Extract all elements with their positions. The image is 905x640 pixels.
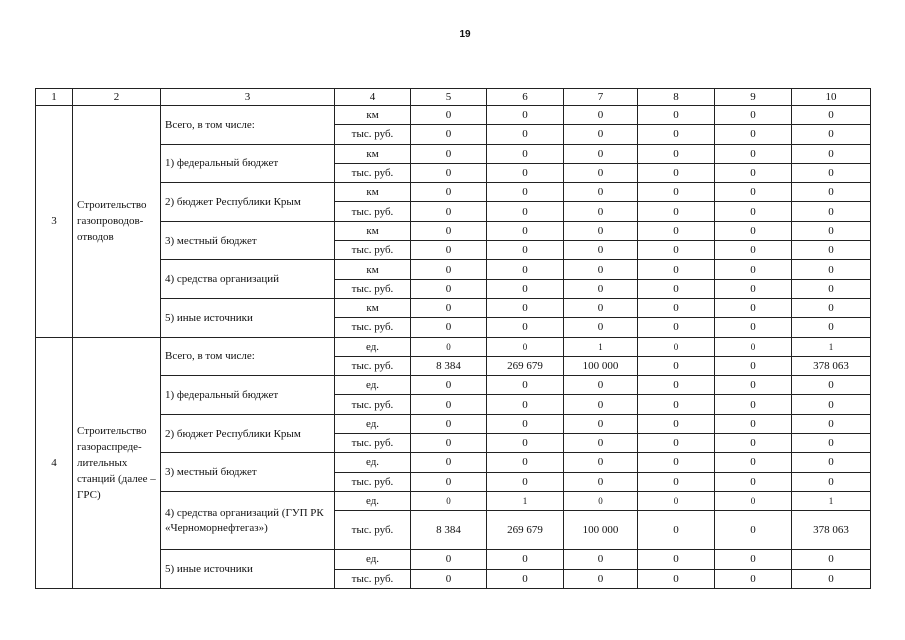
unit-cell: км	[335, 183, 411, 202]
value-cell: 0	[487, 279, 564, 298]
value-cell: 0	[411, 183, 487, 202]
funding-source-label: 3) местный бюджет	[161, 221, 335, 260]
value-cell: 0	[411, 241, 487, 260]
page-number: 19	[459, 29, 471, 40]
value-cell: 0	[411, 472, 487, 491]
table-row	[36, 183, 871, 202]
value-cell: 0	[792, 125, 871, 144]
funding-source-label: 2) бюджет Республики Крым	[161, 414, 335, 453]
value-cell: 0	[564, 550, 638, 569]
unit-cell: тыс. руб.	[335, 511, 411, 550]
unit-cell: ед.	[335, 491, 411, 510]
value-cell: 0	[638, 144, 715, 163]
value-cell: 0	[715, 453, 792, 472]
value-cell: 100 000	[564, 356, 638, 375]
value-cell: 0	[792, 260, 871, 279]
funding-source-label: 1) федеральный бюджет	[161, 144, 335, 183]
value-cell: 0	[715, 511, 792, 550]
value-cell: 0	[792, 395, 871, 414]
unit-cell: км	[335, 106, 411, 125]
value-cell: 8 384	[411, 511, 487, 550]
value-cell: 0	[564, 395, 638, 414]
value-cell: 0	[487, 202, 564, 221]
value-cell: 8 384	[411, 356, 487, 375]
unit-cell: тыс. руб.	[335, 241, 411, 260]
table-row	[36, 453, 871, 472]
value-cell: 0	[792, 163, 871, 182]
value-cell: 0	[715, 376, 792, 395]
value-cell: 0	[792, 550, 871, 569]
header-row	[36, 89, 871, 106]
value-cell: 0	[715, 434, 792, 453]
value-cell: 1	[487, 491, 564, 510]
value-cell: 1	[792, 337, 871, 356]
value-cell: 0	[638, 569, 715, 588]
column-header: 8	[638, 89, 715, 106]
value-cell: 0	[792, 318, 871, 337]
value-cell: 0	[564, 221, 638, 240]
value-cell: 0	[638, 337, 715, 356]
value-cell: 0	[638, 260, 715, 279]
value-cell: 0	[564, 241, 638, 260]
value-cell: 0	[564, 298, 638, 317]
unit-cell: тыс. руб.	[335, 318, 411, 337]
value-cell: 0	[487, 144, 564, 163]
funding-source-label: 4) средства организаций	[161, 260, 335, 299]
unit-cell: тыс. руб.	[335, 434, 411, 453]
value-cell: 0	[715, 298, 792, 317]
value-cell: 0	[564, 202, 638, 221]
column-header: 4	[335, 89, 411, 106]
value-cell: 0	[638, 163, 715, 182]
value-cell: 0	[564, 279, 638, 298]
value-cell: 0	[564, 144, 638, 163]
table-row	[36, 337, 871, 356]
section-number: 3	[36, 106, 73, 338]
unit-cell: ед.	[335, 376, 411, 395]
value-cell: 0	[487, 241, 564, 260]
value-cell: 0	[487, 221, 564, 240]
value-cell: 378 063	[792, 356, 871, 375]
unit-cell: км	[335, 298, 411, 317]
value-cell: 0	[411, 279, 487, 298]
value-cell: 0	[792, 569, 871, 588]
value-cell: 0	[487, 318, 564, 337]
value-cell: 0	[487, 569, 564, 588]
value-cell: 0	[638, 414, 715, 433]
value-cell: 0	[487, 183, 564, 202]
value-cell: 0	[638, 183, 715, 202]
value-cell: 269 679	[487, 511, 564, 550]
value-cell: 0	[487, 163, 564, 182]
value-cell: 0	[564, 106, 638, 125]
value-cell: 0	[638, 491, 715, 510]
unit-cell: тыс. руб.	[335, 125, 411, 144]
unit-cell: тыс. руб.	[335, 356, 411, 375]
value-cell: 0	[487, 337, 564, 356]
section-name: Строительство газораспреде-лительных станций (далее – ГРС)	[73, 337, 161, 588]
value-cell: 0	[715, 337, 792, 356]
value-cell: 0	[487, 376, 564, 395]
value-cell: 0	[715, 183, 792, 202]
table-row	[36, 414, 871, 433]
unit-cell: тыс. руб.	[335, 279, 411, 298]
value-cell: 0	[638, 453, 715, 472]
value-cell: 0	[638, 125, 715, 144]
value-cell: 0	[715, 163, 792, 182]
unit-cell: тыс. руб.	[335, 202, 411, 221]
value-cell: 0	[487, 414, 564, 433]
table-row	[36, 221, 871, 240]
value-cell: 269 679	[487, 356, 564, 375]
value-cell: 0	[411, 376, 487, 395]
value-cell: 0	[715, 569, 792, 588]
unit-cell: ед.	[335, 453, 411, 472]
value-cell: 0	[715, 414, 792, 433]
column-header: 9	[715, 89, 792, 106]
value-cell: 0	[715, 125, 792, 144]
value-cell: 0	[792, 241, 871, 260]
value-cell: 378 063	[792, 511, 871, 550]
column-header: 5	[411, 89, 487, 106]
column-header: 1	[36, 89, 73, 106]
value-cell: 0	[638, 395, 715, 414]
value-cell: 0	[411, 395, 487, 414]
value-cell: 0	[411, 298, 487, 317]
table-row	[36, 260, 871, 279]
value-cell: 0	[792, 221, 871, 240]
value-cell: 0	[487, 395, 564, 414]
value-cell: 0	[487, 472, 564, 491]
table-row	[36, 298, 871, 317]
value-cell: 0	[564, 260, 638, 279]
value-cell: 0	[487, 434, 564, 453]
table-row	[36, 550, 871, 569]
value-cell: 0	[792, 414, 871, 433]
value-cell: 0	[792, 453, 871, 472]
value-cell: 0	[715, 550, 792, 569]
value-cell: 0	[411, 569, 487, 588]
value-cell: 0	[564, 569, 638, 588]
funding-source-label: 5) иные источники	[161, 550, 335, 589]
funding-source-label: Всего, в том числе:	[161, 337, 335, 376]
value-cell: 0	[411, 491, 487, 510]
value-cell: 0	[487, 550, 564, 569]
value-cell: 0	[487, 260, 564, 279]
value-cell: 0	[638, 550, 715, 569]
value-cell: 0	[638, 298, 715, 317]
unit-cell: ед.	[335, 414, 411, 433]
table-row	[36, 491, 871, 510]
value-cell: 0	[792, 279, 871, 298]
value-cell: 0	[638, 511, 715, 550]
unit-cell: тыс. руб.	[335, 472, 411, 491]
value-cell: 0	[715, 472, 792, 491]
value-cell: 0	[564, 163, 638, 182]
value-cell: 0	[564, 472, 638, 491]
unit-cell: ед.	[335, 550, 411, 569]
column-header: 7	[564, 89, 638, 106]
value-cell: 0	[792, 376, 871, 395]
table-row	[36, 376, 871, 395]
unit-cell: тыс. руб.	[335, 395, 411, 414]
value-cell: 0	[792, 183, 871, 202]
unit-cell: км	[335, 221, 411, 240]
value-cell: 0	[638, 241, 715, 260]
value-cell: 1	[564, 337, 638, 356]
value-cell: 0	[487, 106, 564, 125]
value-cell: 0	[715, 221, 792, 240]
funding-source-label: Всего, в том числе:	[161, 106, 335, 145]
value-cell: 0	[715, 106, 792, 125]
value-cell: 0	[715, 395, 792, 414]
table-row	[36, 106, 871, 125]
value-cell: 0	[715, 318, 792, 337]
value-cell: 0	[411, 318, 487, 337]
value-cell: 0	[411, 550, 487, 569]
value-cell: 0	[411, 260, 487, 279]
value-cell: 0	[411, 144, 487, 163]
value-cell: 0	[411, 125, 487, 144]
value-cell: 0	[638, 356, 715, 375]
value-cell: 0	[792, 434, 871, 453]
value-cell: 0	[564, 453, 638, 472]
section-name: Строительство газопроводов-отводов	[73, 106, 161, 338]
table-row	[36, 144, 871, 163]
unit-cell: км	[335, 144, 411, 163]
value-cell: 0	[411, 202, 487, 221]
value-cell: 0	[792, 472, 871, 491]
value-cell: 0	[715, 491, 792, 510]
value-cell: 0	[411, 106, 487, 125]
value-cell: 0	[564, 125, 638, 144]
funding-source-label: 5) иные источники	[161, 298, 335, 337]
value-cell: 0	[564, 434, 638, 453]
value-cell: 0	[638, 318, 715, 337]
value-cell: 0	[638, 279, 715, 298]
unit-cell: ед.	[335, 337, 411, 356]
value-cell: 0	[792, 106, 871, 125]
value-cell: 0	[487, 453, 564, 472]
value-cell: 0	[638, 202, 715, 221]
value-cell: 0	[715, 241, 792, 260]
value-cell: 0	[564, 318, 638, 337]
value-cell: 0	[411, 337, 487, 356]
value-cell: 0	[638, 472, 715, 491]
value-cell: 0	[715, 260, 792, 279]
value-cell: 0	[715, 202, 792, 221]
value-cell: 100 000	[564, 511, 638, 550]
unit-cell: тыс. руб.	[335, 163, 411, 182]
value-cell: 0	[715, 356, 792, 375]
value-cell: 0	[411, 221, 487, 240]
value-cell: 0	[792, 202, 871, 221]
value-cell: 0	[411, 453, 487, 472]
funding-source-label: 1) федеральный бюджет	[161, 376, 335, 415]
column-header: 10	[792, 89, 871, 106]
value-cell: 0	[792, 298, 871, 317]
value-cell: 0	[411, 434, 487, 453]
unit-cell: тыс. руб.	[335, 569, 411, 588]
unit-cell: км	[335, 260, 411, 279]
value-cell: 0	[715, 144, 792, 163]
financing-table	[35, 88, 871, 589]
value-cell: 0	[638, 221, 715, 240]
value-cell: 1	[792, 491, 871, 510]
value-cell: 0	[638, 106, 715, 125]
scan-margin-artifact	[893, 30, 899, 120]
value-cell: 0	[715, 279, 792, 298]
column-header: 3	[161, 89, 335, 106]
funding-source-label: 4) средства организаций (ГУП РК «Черноморнефтегаз»)	[161, 491, 335, 549]
value-cell: 0	[638, 376, 715, 395]
funding-source-label: 3) местный бюджет	[161, 453, 335, 492]
value-cell: 0	[411, 414, 487, 433]
value-cell: 0	[564, 183, 638, 202]
value-cell: 0	[792, 144, 871, 163]
value-cell: 0	[487, 125, 564, 144]
value-cell: 0	[564, 491, 638, 510]
value-cell: 0	[564, 376, 638, 395]
table-body	[36, 89, 871, 589]
value-cell: 0	[487, 298, 564, 317]
value-cell: 0	[564, 414, 638, 433]
section-number: 4	[36, 337, 73, 588]
value-cell: 0	[638, 434, 715, 453]
column-header: 2	[73, 89, 161, 106]
column-header: 6	[487, 89, 564, 106]
value-cell: 0	[411, 163, 487, 182]
funding-source-label: 2) бюджет Республики Крым	[161, 183, 335, 222]
